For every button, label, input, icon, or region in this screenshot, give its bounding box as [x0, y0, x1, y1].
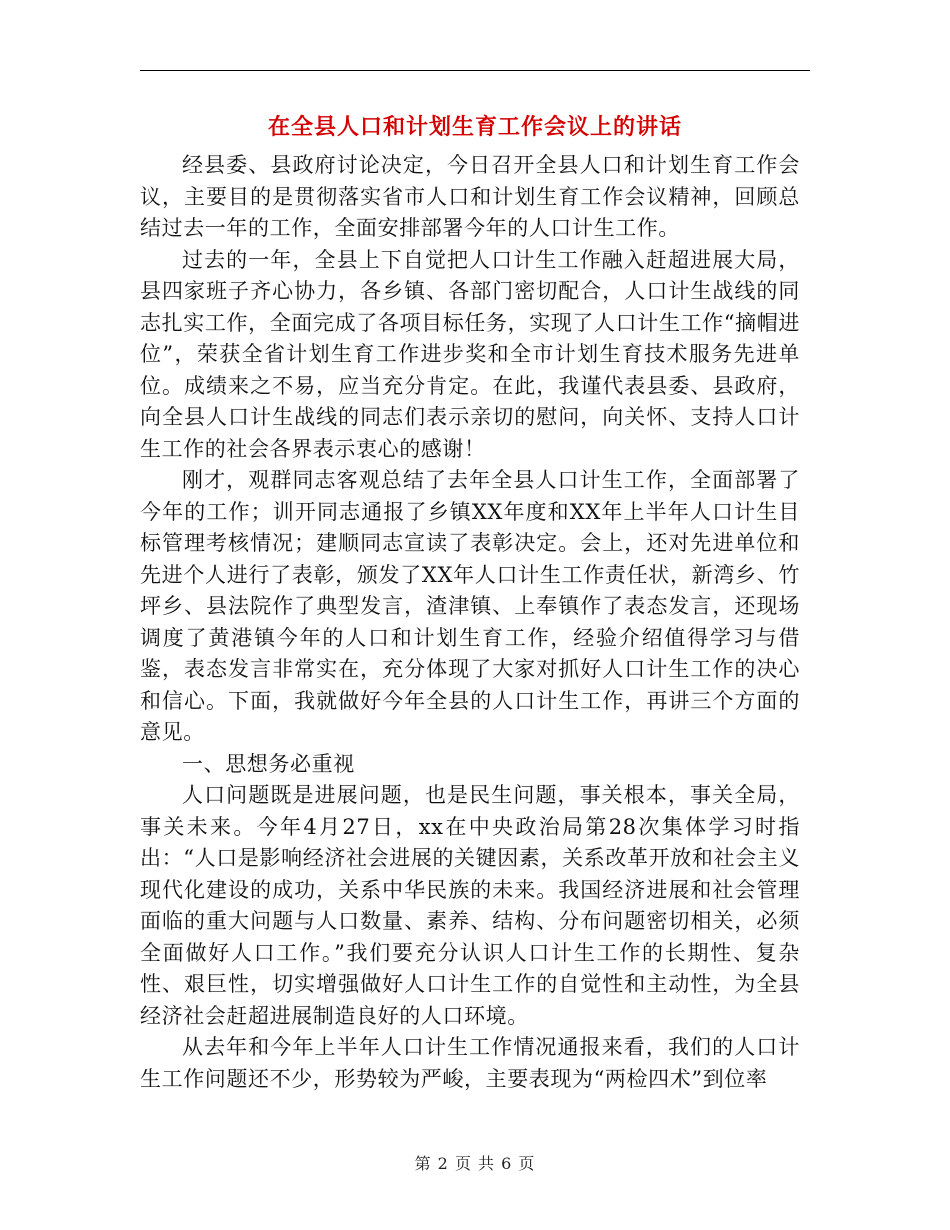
paragraph-population-issue: 人口问题既是进展问题，也是民生问题，事关根本，事关全局，事关未来。今年4月27日，xx在中央政治局第28次集体学习时指出：“人口是影响经济社会进展的关键因素，关系改革开放和社会主义现代化建设的成功，关系中华民族的未来。我国经济进展和社会管理面临的重大问题与人口数量、素养、结构、分布问题密切相关，必须全面做好人口工作。”我们要充分认识人口计生工作的长期性、复杂性、艰巨性，切实增强做好人口计生工作的自觉性和主动性，为全县经济社会赶超进展制造良好的人口环境。: [140, 783, 800, 1028]
page-footer: 第 2 页 共 6 页: [414, 1154, 536, 1173]
paragraph-review: 过去的一年，全县上下自觉把人口计生工作融入赶超进展大局，县四家班子齐心协力，各乡镇、各部门密切配合，人口计生战线的同志扎实工作，全面完成了各项目标任务，实现了人口计生工作“摘帽进位”，荣获全省计划生育工作进步奖和全市计划生育技术服务先进单位。成绩来之不易，应当充分肯定。在此，我谨代表县委、县政府，向全县人口计生战线的同志们表示亲切的慰问，向关怀、支持人口计生工作的社会各界表示衷心的感谢！: [140, 247, 800, 461]
paragraph-meeting-summary: 刚才，观群同志客观总结了去年全县人口计生工作，全面部署了今年的工作；训开同志通报了乡镇XX年度和XX年上半年人口计生目标管理考核情况；建顺同志宣读了表彰决定。会上，还对先进单位和先进个人进行了表彰，颁发了XX年人口计生工作责任状，新湾乡、竹坪乡、县法院作了典型发言，渣津镇、上奉镇作了表态发言，还现场调度了黄港镇今年的人口和计划生育工作，经验介绍值得学习与借鉴，表态发言非常实在，充分体现了大家对抓好人口计生工作的决心和信心。下面，我就做好今年全县的人口计生工作，再讲三个方面的意见。: [140, 468, 800, 744]
paragraph-situation: 从去年和今年上半年人口计生工作情况通报来看，我们的人口计生工作问题还不少，形势较为严峻，主要表现为“两检四术”到位率: [140, 1035, 800, 1091]
header-rule: [140, 70, 810, 71]
document-title: 在全县人口和计划生育工作会议上的讲话: [267, 114, 682, 140]
section-heading: 一、思想务必重视: [182, 751, 355, 776]
paragraph-intro: 经县委、县政府讨论决定，今日召开全县人口和计划生育工作会议，主要目的是贯彻落实省市人口和计划生育工作会议精神，回顾总结过去一年的工作，全面安排部署今年的人口计生工作。: [140, 153, 800, 240]
document-body: [140, 150, 800, 1095]
